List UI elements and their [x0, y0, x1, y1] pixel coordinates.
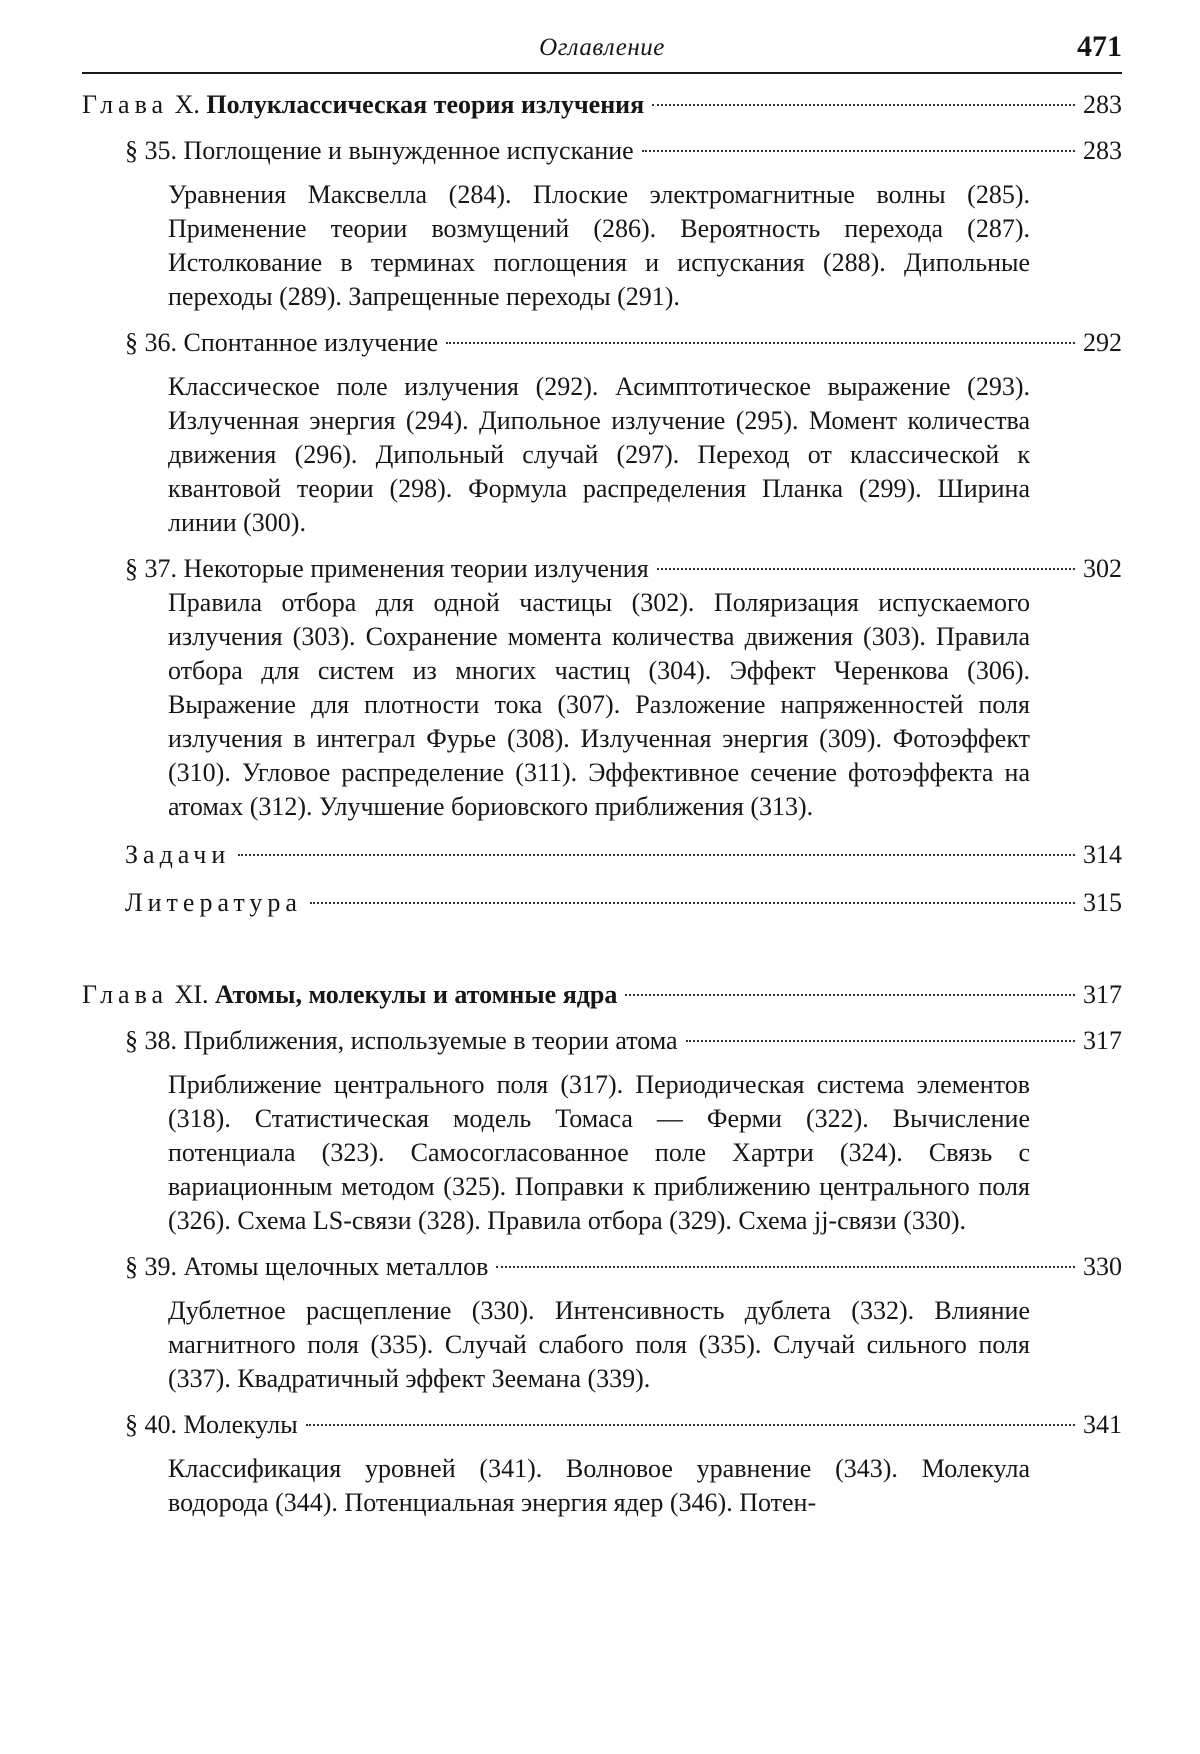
literature-entry[interactable] — [82, 886, 1122, 920]
page-ref: 317 — [1083, 1026, 1122, 1055]
section-label: § 36. Спонтанное излучение — [125, 328, 439, 357]
running-title: Оглавление — [539, 34, 665, 61]
leader-dots — [652, 104, 1075, 106]
section-description: Классификация уровней (341). Волновое уравнение (343). Молекула водорода (344). Потенциальная энергия ядер (346). Потен- — [168, 1454, 1030, 1517]
page-ref: 292 — [1083, 328, 1122, 357]
problems-entry[interactable] — [82, 838, 1122, 872]
section-label: § 40. Молекулы — [125, 1410, 298, 1439]
page — [82, 28, 1122, 1520]
section-40[interactable] — [82, 1408, 1122, 1442]
table-of-contents — [82, 88, 1122, 1520]
section-36[interactable] — [82, 326, 1122, 360]
page-ref: 283 — [1083, 136, 1122, 165]
section-39[interactable] — [82, 1250, 1122, 1284]
chapter-label — [82, 88, 644, 122]
section-description: Классическое поле излучения (292). Асимптотическое выражение (293). Излученная энергия (294). Дипольное излучение (295). Момент количества движения (296). Дипольный случай (297). Переход от классической к квантовой теории (298). Формула распределения Планка (299). Ширина линии (300). — [168, 372, 1030, 537]
section-description: Приближение центрального поля (317). Периодическая система элементов (318). Статистическая модель Томаса — Ферми (322). Вычисление потенциала (323). Самосогласованное поле Хартри (324). Связь с вариационным методом (325). Поправки к приближению центрального поля (326). Схема LS-связи (328). Правила отбора (329). Схема jj-связи (330). — [168, 1070, 1030, 1235]
section-35[interactable] — [82, 134, 1122, 168]
leader-dots — [306, 1424, 1075, 1426]
chapter-prefix: Глава — [82, 980, 169, 1009]
leader-dots — [496, 1266, 1075, 1268]
chapter-label — [82, 978, 617, 1012]
page-ref: 330 — [1083, 1252, 1122, 1281]
chapter-prefix: Глава — [82, 90, 169, 119]
running-head — [82, 28, 1122, 74]
section-description: Дублетное расщепление (330). Интенсивность дублета (332). Влияние магнитного поля (335). Случай слабого поля (335). Случай сильного поля (337). Квадратичный эффект Зеемана (339). — [168, 1296, 1030, 1393]
leader-dots — [686, 1040, 1075, 1042]
chapter-numeral: X. — [174, 90, 200, 119]
section-37[interactable] — [82, 552, 1122, 586]
leader-dots — [642, 150, 1075, 152]
page-ref: 315 — [1083, 888, 1122, 917]
leader-dots — [657, 568, 1075, 570]
page-ref: 283 — [1083, 90, 1122, 119]
leader-dots — [446, 342, 1075, 344]
section-description: Правила отбора для одной частицы (302). Поляризация испускаемого излучения (303). Сохранение момента количества движения (303). Правила отбора для систем из многих частиц (304). Эффект Черенкова (306). Выражение для плотности тока (307). Разложение напряженностей поля излучения в интеграл Фурье (308). Излученная энергия (309). Фотоэффект (310). Угловое распределение (311). Эффективное сечение фотоэффекта на атомах (312). Улучшение бориовского приближения (313). — [168, 588, 1030, 821]
chapter-heading-10[interactable] — [82, 88, 1122, 122]
section-description: Уравнения Максвелла (284). Плоские электромагнитные волны (285). Применение теории возмущений (286). Вероятность перехода (287). Истолкование в терминах поглощения и испускания (288). Дипольные переходы (289). Запрещенные переходы (291). — [168, 180, 1030, 311]
leader-dots — [238, 854, 1075, 856]
page-ref: 302 — [1083, 554, 1122, 583]
leader-dots — [310, 902, 1075, 904]
page-ref: 341 — [1083, 1410, 1122, 1439]
problems-label: Задачи — [125, 840, 231, 869]
chapter-title: Атомы, молекулы и атомные ядра — [215, 980, 618, 1009]
chapter-numeral: XI. — [174, 980, 209, 1009]
chapter-gap — [82, 920, 1122, 964]
section-label: § 37. Некоторые применения теории излучения — [125, 554, 649, 583]
section-label: § 38. Приближения, используемые в теории атома — [125, 1026, 678, 1055]
page-number: 471 — [1077, 30, 1122, 63]
literature-label: Литература — [125, 888, 302, 917]
leader-dots — [625, 994, 1075, 996]
page-ref: 314 — [1083, 840, 1122, 869]
chapter-title: Полуклассическая теория излучения — [206, 90, 645, 119]
page-ref: 317 — [1083, 980, 1122, 1009]
section-label: § 39. Атомы щелочных металлов — [125, 1252, 489, 1281]
section-label: § 35. Поглощение и вынужденное испускание — [125, 136, 634, 165]
section-38[interactable] — [82, 1024, 1122, 1058]
chapter-heading-11[interactable] — [82, 978, 1122, 1012]
